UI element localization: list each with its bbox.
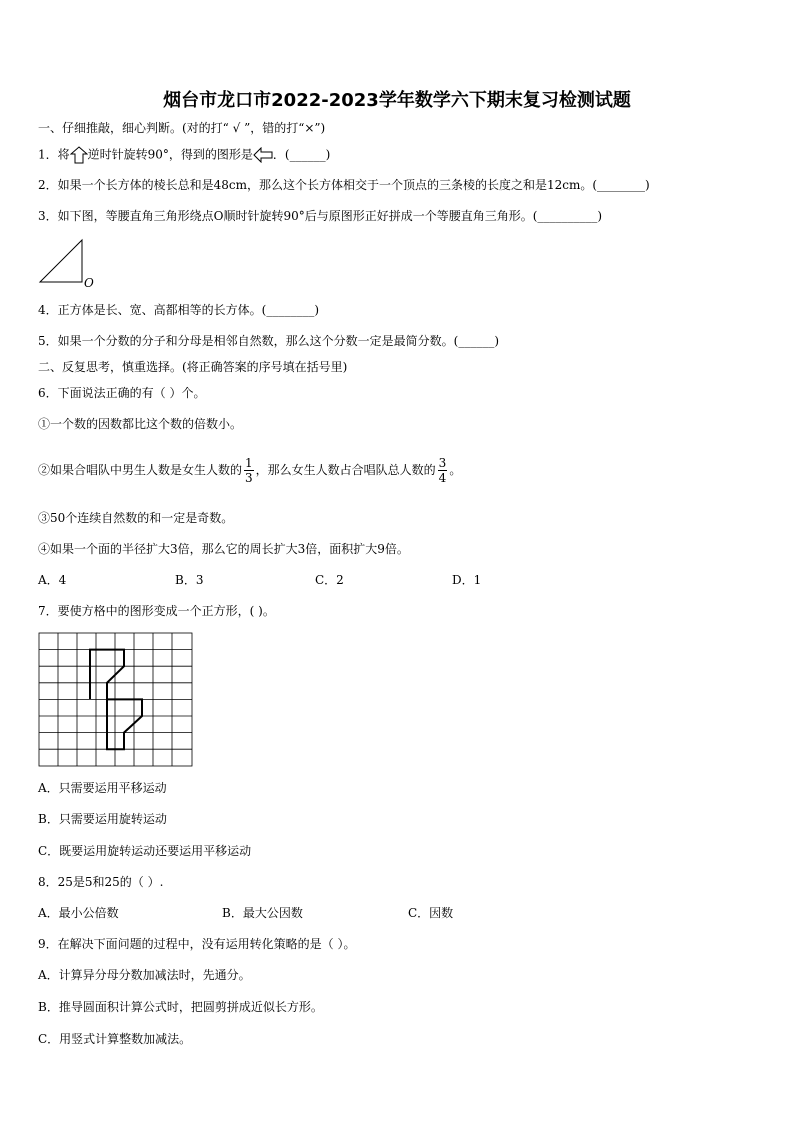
question-1-text-pre: 1．将 <box>38 147 70 162</box>
grid-figure <box>38 632 194 768</box>
question-9-option-b[interactable]: B．推导圆面积计算公式时，把圆剪拼成近似长方形。 <box>38 1000 323 1014</box>
question-8-option-b[interactable]: B．最大公因数 <box>222 906 303 920</box>
question-8-option-a[interactable]: A．最小公倍数 <box>38 906 119 920</box>
point-o-label: O <box>84 276 94 290</box>
statement-2-text-mid: ，那么女生人数占合唱队总人数的 <box>255 463 436 477</box>
question-7-option-c[interactable]: C．既要运用旋转运动还要运用平移运动 <box>38 844 252 858</box>
statement-2-text-post: 。 <box>449 463 462 477</box>
question-9-option-a[interactable]: A．计算异分母分数加减法时，先通分。 <box>38 968 251 982</box>
section-1-heading: 一、仔细推敲，细心判断。(对的打“ √ ”，错的打“×”) <box>38 121 326 135</box>
question-7-option-a[interactable]: A．只需要运用平移运动 <box>38 781 167 795</box>
question-2: 2．如果一个长方体的棱长总和是48cm，那么这个长方体相交于一个顶点的三条棱的长度之和是12cm。(________) <box>38 178 650 192</box>
question-6-option-d[interactable]: D．1 <box>452 573 482 587</box>
question-4: 4．正方体是长、宽、高都相等的长方体。(________) <box>38 303 319 317</box>
grid-shape-top <box>90 650 124 700</box>
fraction-2-numerator: 3 <box>438 456 447 470</box>
rotated-arrow-shape-icon <box>253 147 273 163</box>
exam-title: 烟台市龙口市2022-2023学年数学六下期末复习检测试题 <box>163 90 631 111</box>
fraction-three-quarters <box>438 456 448 485</box>
arrow-shape-icon <box>70 146 88 164</box>
question-6-statement-4: ④如果一个面的半径扩大3倍，那么它的周长扩大3倍，面积扩大9倍。 <box>38 542 409 556</box>
question-8-option-c[interactable]: C．因数 <box>408 906 454 920</box>
question-8: 8．25是5和25的（ ）. <box>38 875 164 889</box>
question-6-statement-1: ①一个数的因数都比这个数的倍数小。 <box>38 417 243 431</box>
question-1 <box>38 146 330 164</box>
fraction-1-denominator: 3 <box>245 471 253 485</box>
grid-shape-bottom <box>107 699 142 749</box>
question-7-option-b[interactable]: B．只需要运用旋转运动 <box>38 812 167 826</box>
fraction-2-denominator: 4 <box>438 471 447 485</box>
question-3: 3．如下图，等腰直角三角形绕点O顺时针旋转90°后与原图形正好拼成一个等腰直角三角形。(__________) <box>38 209 603 223</box>
question-6-option-c[interactable]: C．2 <box>315 573 344 587</box>
question-1-text-post: ．(______) <box>272 147 331 162</box>
question-9: 9．在解决下面问题的过程中，没有运用转化策略的是（ ）。 <box>38 937 356 951</box>
question-6-option-a[interactable]: A．4 <box>38 573 67 587</box>
question-6-option-b[interactable]: B．3 <box>175 573 204 587</box>
question-5: 5．如果一个分数的分子和分母是相邻自然数，那么这个分数一定是最简分数。(______) <box>38 334 500 348</box>
question-1-text-mid: 逆时针旋转90°，得到的图形是 <box>87 147 253 162</box>
question-6-statement-3: ③50个连续自然数的和一定是奇数。 <box>38 511 234 525</box>
question-9-option-c[interactable]: C．用竖式计算整数加减法。 <box>38 1032 192 1046</box>
section-2-heading: 二、反复思考，慎重选择。(将正确答案的序号填在括号里) <box>38 360 348 374</box>
question-6-statement-2 <box>38 452 461 488</box>
statement-2-text-pre: ②如果合唱队中男生人数是女生人数的 <box>38 463 243 477</box>
fraction-1-numerator: 1 <box>245 456 253 470</box>
fraction-one-third <box>244 456 254 485</box>
question-7: 7．要使方格中的图形变成一个正方形，( )。 <box>38 604 275 618</box>
question-6: 6．下面说法正确的有（ ）个。 <box>38 386 206 400</box>
